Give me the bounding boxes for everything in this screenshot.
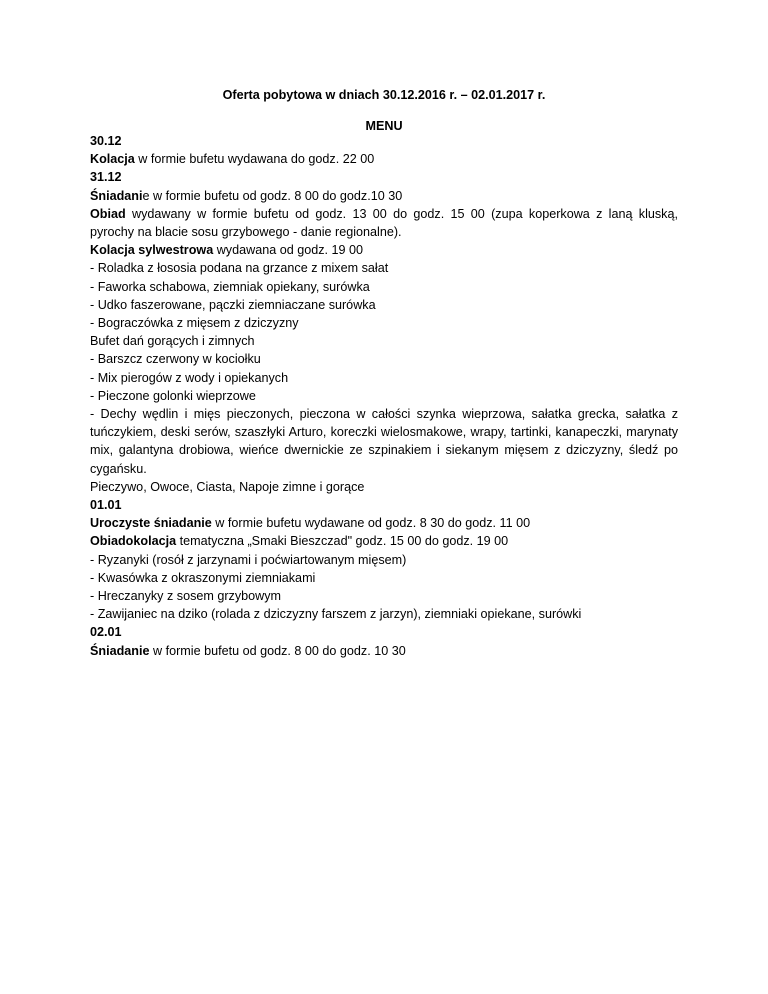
- menu-item: - Mix pierogów z wody i opiekanych: [90, 370, 289, 385]
- date-heading-30-12: 30.12: [90, 134, 122, 148]
- dechy-paragraph: - Dechy wędlin i mięs pieczonych, pieczona w całości szynka wieprzowa, sałatka grecka, sałatka z tuńczykiem, deski serów, szaszłyki Arturo, koreczki wielosmakowe, wrapy, tartinki, kanapeczki, marynaty mix, galantyna drobiowa, wieńce dwernickie ze szpinakiem i siekanym mięsem z dziczyzny, śledź po cygańsku.: [90, 407, 678, 476]
- menu-body: [90, 132, 678, 660]
- menu-item: - Barszcz czerwony w kociołku: [90, 352, 261, 367]
- meal-name: Kolacja: [90, 152, 135, 167]
- menu-item: - Roladka z łososia podana na grzance z mixem sałat: [90, 261, 389, 276]
- meal-details: e w formie bufetu od godz. 8 00 do godz.10 30: [142, 188, 403, 203]
- sniadanie-31-12: [90, 187, 678, 205]
- meal-details: w formie bufetu wydawane od godz. 8 30 do godz. 11 00: [211, 516, 531, 531]
- meal-details: wydawany w formie bufetu od godz. 13 00 do godz. 15 00 (zupa koperkowa z laną kluską, pyrochy na blacie sosu grzybowego - danie regionalne).: [90, 206, 678, 240]
- date-heading-31-12: 31.12: [90, 170, 122, 185]
- meal-details: w formie bufetu od godz. 8 00 do godz. 10 30: [149, 643, 406, 658]
- meal-details: tematyczna „Smaki Bieszczad" godz. 15 00 do godz. 19 00: [176, 534, 509, 549]
- meal-name: Śniadani: [90, 188, 143, 203]
- menu-item: - Zawijaniec na dziko (rolada z dziczyzny farszem z jarzyn), ziemniaki opiekane, surówki: [90, 607, 582, 622]
- menu-item: - Pieczone golonki wieprzowe: [90, 388, 256, 403]
- kolacja-30-12: [90, 150, 678, 168]
- meal-name: Uroczyste śniadanie: [90, 516, 212, 531]
- menu-heading: MENU: [365, 119, 403, 133]
- menu-item: - Udko faszerowane, pączki ziemniaczane surówka: [90, 297, 376, 312]
- sniadanie-02-01: [90, 642, 678, 660]
- obiad-31-12: [90, 205, 678, 241]
- menu-item: - Faworka schabowa, ziemniak opiekany, surówka: [90, 279, 370, 294]
- menu-item: - Ryzanyki (rosół z jarzynami i poćwiartowanym mięsem): [90, 552, 407, 567]
- meal-name: Śniadanie: [90, 643, 150, 658]
- menu-item: - Kwasówka z okraszonymi ziemniakami: [90, 570, 316, 585]
- document-title: Oferta pobytowa w dniach 30.12.2016 r. – 02.01.2017 r.: [222, 88, 546, 102]
- date-heading-02-01: 02.01: [90, 625, 122, 640]
- meal-name: Kolacja sylwestrowa: [90, 243, 214, 258]
- pieczywo-line: Pieczywo, Owoce, Ciasta, Napoje zimne i gorące: [90, 479, 365, 494]
- menu-item: - Bograczówka z mięsem z dziczyzny: [90, 316, 299, 331]
- meal-name: Obiadokolacja: [90, 534, 177, 549]
- bufet-heading: Bufet dań gorących i zimnych: [90, 334, 255, 349]
- meal-name: Obiad: [90, 206, 126, 221]
- kolacja-sylwestrowa: [90, 241, 678, 259]
- date-heading-01-01: 01.01: [90, 498, 122, 513]
- uroczyste-sniadanie: [90, 514, 678, 532]
- obiadokolacja: [90, 532, 678, 550]
- meal-details: wydawana od godz. 19 00: [213, 243, 364, 258]
- meal-details: w formie bufetu wydawana do godz. 22 00: [134, 152, 375, 167]
- menu-item: - Hreczanyky z sosem grzybowym: [90, 589, 282, 604]
